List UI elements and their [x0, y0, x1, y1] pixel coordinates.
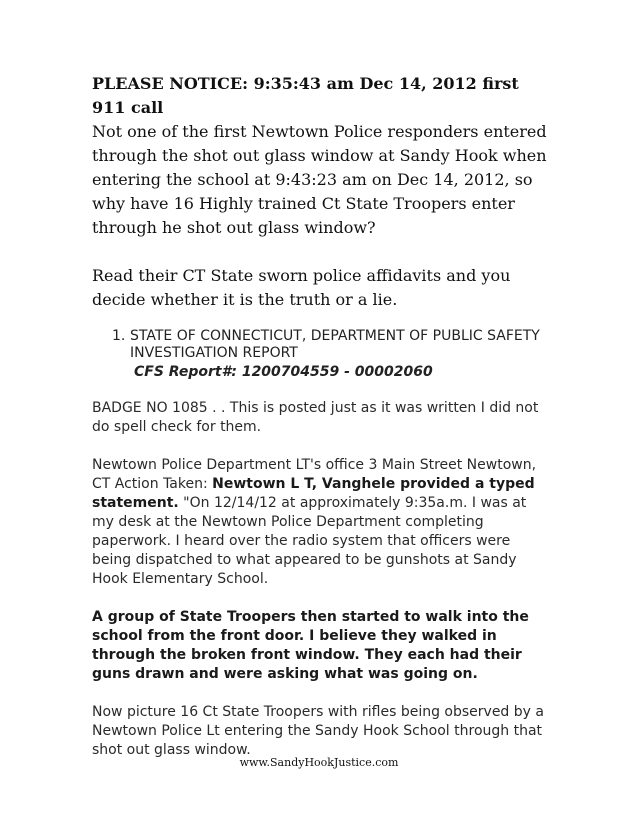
statement-body: "On 12/14/12 at approximately 9:35a.m. I was at my desk at the Newtown Police Department completing paperwork. I heard over the radio system that officers were being dispatched to what appeared to be gunshots at Sandy Hook Elementary School. — [92, 495, 527, 587]
notice-block — [92, 72, 552, 240]
intro-paragraph: Read their CT State sworn police affidavits and you decide whether it is the truth or a lie. — [92, 266, 511, 309]
notice-heading: PLEASE NOTICE: 9:35:43 am Dec 14, 2012 first 911 call — [92, 74, 519, 117]
cfs-report-number: CFS Report#: 1200704559 - 00002060 — [134, 364, 433, 380]
troopers-paragraph — [92, 608, 552, 684]
picture-paragraph: Now picture 16 Ct State Troopers with rifles being observed by a Newtown Police Lt entering the Sandy Hook School through that shot out glass window. — [92, 704, 544, 758]
report-title: STATE OF CONNECTICUT, DEPARTMENT OF PUBLIC SAFETY INVESTIGATION REPORT — [130, 328, 540, 361]
badge-paragraph: BADGE NO 1085 . . This is posted just as it was written I did not do spell check for them. — [92, 400, 539, 435]
document-page — [92, 72, 552, 760]
statement-paragraph — [92, 456, 552, 589]
list-number: 1. — [112, 328, 126, 344]
footer-url: www.SandyHookJustice.com — [239, 756, 399, 769]
statement-bold: Newtown L T, Vanghele provided a typed statement. — [92, 476, 535, 511]
statement-intro: Newtown Police Department LT's office 3 Main Street Newtown, CT Action Taken: — [92, 457, 537, 492]
report-list-item — [92, 328, 552, 381]
notice-text: Not one of the first Newtown Police responders entered through the shot out glass window at Sandy Hook when entering the school at 9:43:23 am on Dec 14, 2012, so why have 16 Highly trained Ct State Troopers enter through he shot out glass window? — [92, 122, 547, 237]
troopers-text: A group of State Troopers then started to walk into the school from the front door. I believe they walked in through the broken front window. They each had their guns drawn and were asking what was going on. — [92, 609, 529, 682]
report-list — [92, 328, 552, 381]
